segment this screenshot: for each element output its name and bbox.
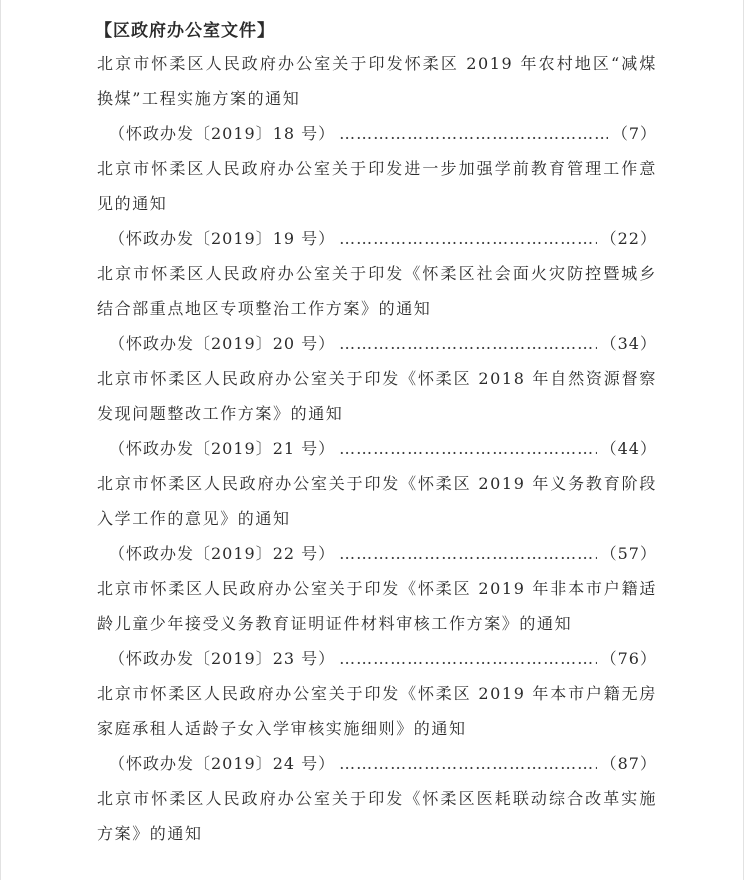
toc-entry xyxy=(97,151,657,256)
dot-leader xyxy=(339,116,608,151)
toc-entry-page-number: （44） xyxy=(600,439,657,458)
toc-entry-doc-number: （怀政办发〔2019〕24 号） xyxy=(109,754,336,773)
toc-entry-reference xyxy=(97,326,657,361)
toc-entry-reference xyxy=(97,746,657,781)
dot-leader xyxy=(339,536,596,571)
dot-leader xyxy=(339,326,596,361)
toc-entry xyxy=(97,571,657,676)
toc-entry xyxy=(97,466,657,571)
toc-entry-doc-number: （怀政办发〔2019〕20 号） xyxy=(109,334,336,353)
toc-entry-page-number: （34） xyxy=(600,334,657,353)
toc-entry xyxy=(97,676,657,781)
toc-entry-reference xyxy=(97,641,657,676)
toc-entry-reference xyxy=(97,431,657,466)
toc-entry-doc-number: （怀政办发〔2019〕18 号） xyxy=(109,124,336,143)
dot-leader xyxy=(339,431,596,466)
toc-entry-doc-number: （怀政办发〔2019〕19 号） xyxy=(109,229,336,248)
toc-entry xyxy=(97,781,657,851)
toc-entry-page-number: （57） xyxy=(600,544,657,563)
toc-entry-doc-number: （怀政办发〔2019〕23 号） xyxy=(109,649,336,668)
toc-entry-page-number: （22） xyxy=(600,229,657,248)
toc-entry xyxy=(97,256,657,361)
toc-entry-page-number: （76） xyxy=(600,649,657,668)
toc-entry-title: 北京市怀柔区人民政府办公室关于印发《怀柔区 2019 年义务教育阶段入学工作的意见》的通知 xyxy=(97,474,657,528)
toc-entry-reference xyxy=(97,116,657,151)
toc-entry-title: 北京市怀柔区人民政府办公室关于印发《怀柔区 2018 年自然资源督察发现问题整改工作方案》的通知 xyxy=(97,369,657,423)
toc-entry-title: 北京市怀柔区人民政府办公室关于印发进一步加强学前教育管理工作意见的通知 xyxy=(97,159,657,213)
toc-entry-title: 北京市怀柔区人民政府办公室关于印发《怀柔区社会面火灾防控暨城乡结合部重点地区专项整治工作方案》的通知 xyxy=(97,264,657,318)
toc-entry-title: 北京市怀柔区人民政府办公室关于印发《怀柔区 2019 年本市户籍无房家庭承租人适龄子女入学审核实施细则》的通知 xyxy=(97,684,657,738)
toc-entry-reference xyxy=(97,536,657,571)
toc-entry-doc-number: （怀政办发〔2019〕22 号） xyxy=(109,544,336,563)
toc-entry xyxy=(97,361,657,466)
table-of-contents xyxy=(97,18,657,851)
toc-entry xyxy=(97,46,657,151)
dot-leader xyxy=(339,746,596,781)
section-title: 【区政府办公室文件】 xyxy=(95,21,275,41)
dot-leader xyxy=(339,221,596,256)
toc-entry-title: 北京市怀柔区人民政府办公室关于印发《怀柔区医耗联动综合改革实施方案》的通知 xyxy=(97,789,657,843)
dot-leader xyxy=(339,641,596,676)
toc-entry-page-number: （7） xyxy=(611,124,657,143)
toc-entry-doc-number: （怀政办发〔2019〕21 号） xyxy=(109,439,336,458)
toc-entry-reference xyxy=(97,221,657,256)
toc-entry-title: 北京市怀柔区人民政府办公室关于印发怀柔区 2019 年农村地区“减煤换煤”工程实施方案的通知 xyxy=(97,54,657,108)
toc-entry-page-number: （87） xyxy=(600,754,657,773)
toc-entry-title: 北京市怀柔区人民政府办公室关于印发《怀柔区 2019 年非本市户籍适龄儿童少年接受义务教育证明证件材料审核工作方案》的通知 xyxy=(97,579,657,633)
